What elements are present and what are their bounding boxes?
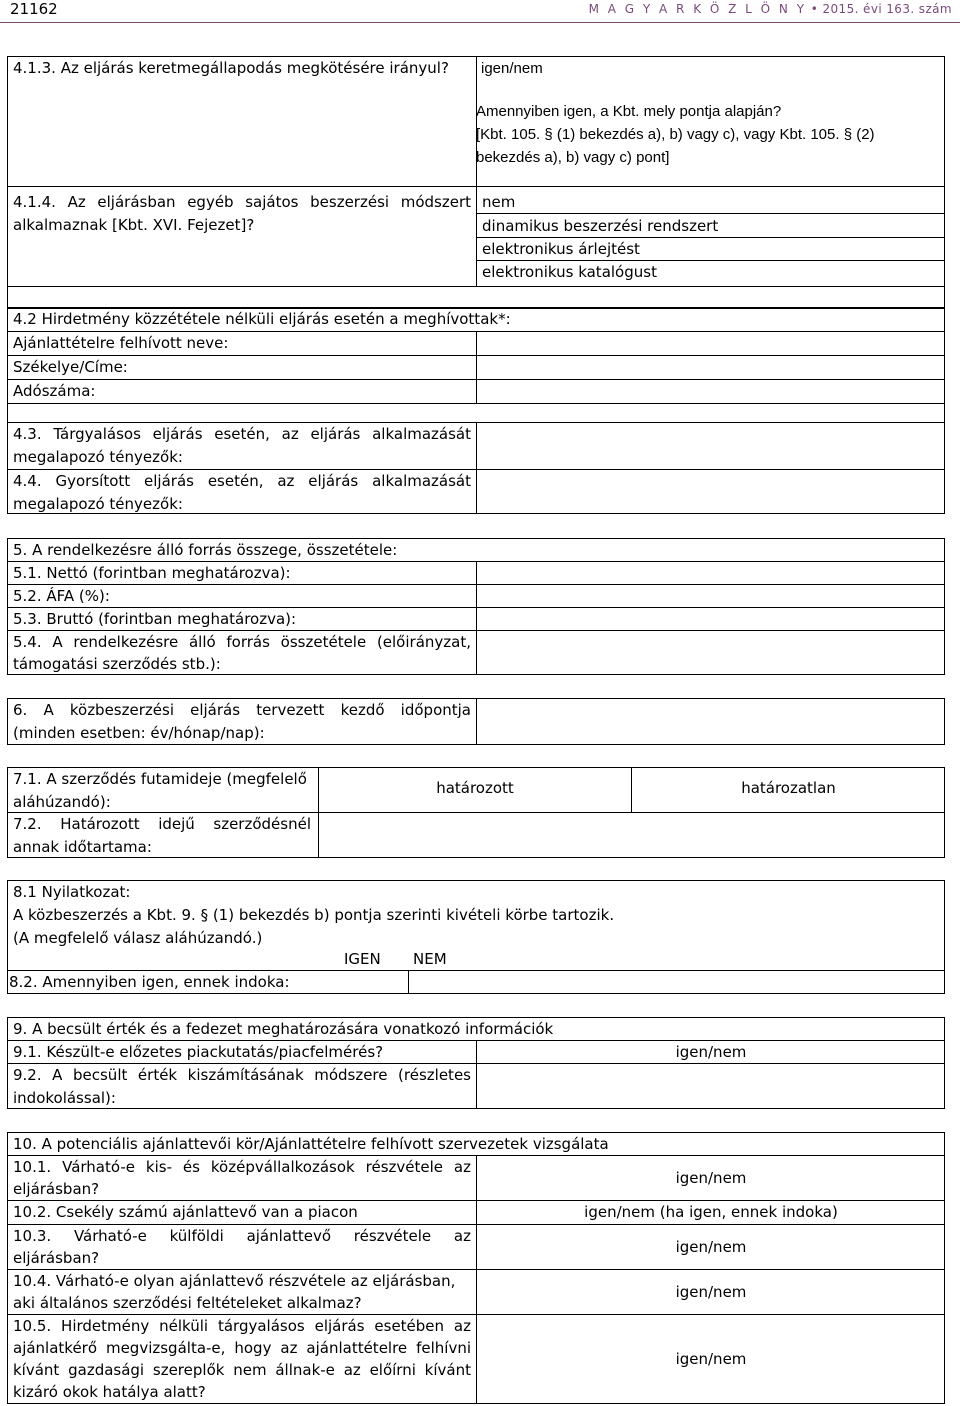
fixed-term-duration-label-2: annak időtartama: xyxy=(13,838,152,856)
exclusion-check-answer[interactable]: igen/nem xyxy=(675,1350,747,1368)
framework-agreement-question: 4.1.3. Az eljárás keretmegállapodás megkötésére irányul? xyxy=(13,59,449,77)
general-terms-question-2: aki általános szerződési feltételeket alkalmaz? xyxy=(13,1294,362,1312)
special-method-question-2: alkalmaznak [Kbt. XVI. Fejezet]? xyxy=(13,216,255,234)
funding-vat-label: 5.2. ÁFA (%): xyxy=(13,587,110,605)
contract-term-label: 7.1. A szerződés futamideje (megfelelő xyxy=(13,770,307,788)
special-method-option-dynamic[interactable]: dinamikus beszerzési rendszert xyxy=(482,217,719,235)
start-date-label-2: (minden esetben: év/hónap/nap): xyxy=(13,724,265,742)
special-method-option-catalogue[interactable]: elektronikus katalógust xyxy=(482,263,657,281)
estimate-title: 9. A becsült érték és a fedezet meghatározására vonatkozó információk xyxy=(13,1020,554,1038)
sme-participation-question: 10.1. Várható-e kis- és középvállalkozások részvétele az xyxy=(13,1158,471,1176)
estimate-method-label-2: indokolással): xyxy=(13,1089,116,1107)
contract-fixed-option[interactable]: határozott xyxy=(436,779,514,797)
page-number: 21162 xyxy=(10,0,58,18)
start-date-label: 6. A közbeszerzési eljárás tervezett kezdő időpontja xyxy=(13,701,471,719)
exclusion-check-question: 10.5. Hirdetmény nélküli tárgyalásos eljárás esetében az xyxy=(13,1317,471,1335)
declaration-yes-option[interactable]: IGEN xyxy=(344,950,381,968)
invitee-name-label: Ajánlattételre felhívott neve: xyxy=(13,334,229,352)
market-research-answer[interactable]: igen/nem xyxy=(675,1043,747,1061)
invitee-tax-label: Adószáma: xyxy=(13,382,96,400)
declaration-statement: A közbeszerzés a Kbt. 9. § (1) bekezdés b) pontja szerinti kivételi körbe tartozik. xyxy=(13,906,615,924)
negotiated-procedure-label: 4.3. Tárgyalásos eljárás esetén, az eljárás alkalmazását xyxy=(13,425,471,443)
few-bidders-question: 10.2. Csekély számú ajánlattevő van a piacon xyxy=(13,1203,358,1221)
estimate-method-label: 9.2. A becsült érték kiszámításának módszere (részletes xyxy=(13,1066,471,1084)
general-terms-answer[interactable]: igen/nem xyxy=(675,1283,747,1301)
special-method-question: 4.1.4. Az eljárásban egyéb sajátos beszerzési módszert xyxy=(13,193,471,211)
funding-composition-label-2: támogatási szerződés stb.): xyxy=(13,655,221,673)
framework-legal-basis-ref-2: bekezdés a), b) vagy c) pont] xyxy=(476,149,670,166)
funding-net-label: 5.1. Nettó (forintban meghatározva): xyxy=(13,564,291,582)
sme-participation-answer[interactable]: igen/nem xyxy=(675,1169,747,1187)
accelerated-procedure-label-2: megalapozó tényezők: xyxy=(13,495,183,513)
exclusion-check-question-4: kizáró okok hatálya alatt? xyxy=(13,1383,206,1401)
declaration-reason-label: 8.2. Amennyiben igen, ennek indoka: xyxy=(9,973,290,991)
market-research-question: 9.1. Készült-e előzetes piackutatás/piacfelmérés? xyxy=(13,1043,384,1061)
accelerated-procedure-label: 4.4. Gyorsított eljárás esetén, az eljárás alkalmazását xyxy=(13,472,471,490)
journal-name: M A G Y A R K Ö Z L Ö N Y xyxy=(588,2,807,16)
declaration-no-option[interactable]: NEM xyxy=(413,950,447,968)
declaration-instruction: (A megfelelő válasz aláhúzandó.) xyxy=(13,929,263,947)
bidders-title: 10. A potenciális ajánlattevői kör/Ajánlattételre felhívott szervezetek vizsgálata xyxy=(13,1135,609,1153)
exclusion-check-question-2: ajánlatkérő megvizsgálta-e, hogy az ajánlattételre felhívni xyxy=(13,1339,471,1357)
framework-legal-basis-ref: [Kbt. 105. § (1) bekezdés a), b) vagy c), vagy Kbt. 105. § (2) xyxy=(476,126,875,143)
foreign-bidder-answer[interactable]: igen/nem xyxy=(675,1238,747,1256)
general-terms-question: 10.4. Várható-e olyan ajánlattevő részvétele az eljárásban, xyxy=(13,1272,456,1290)
funding-composition-label: 5.4. A rendelkezésre álló forrás összetétele (előirányzat, xyxy=(13,633,471,651)
special-method-option-auction[interactable]: elektronikus árlejtést xyxy=(482,240,640,258)
negotiated-procedure-label-2: megalapozó tényezők: xyxy=(13,448,183,466)
invitees-title: 4.2 Hirdetmény közzététele nélküli eljárás esetén a meghívottak*: xyxy=(13,310,511,328)
funding-title: 5. A rendelkezésre álló forrás összege, összetétele: xyxy=(13,541,398,559)
fixed-term-duration-label: 7.2. Határozott idejű szerződésnél xyxy=(13,815,311,833)
few-bidders-answer[interactable]: igen/nem (ha igen, ennek indoka) xyxy=(584,1203,838,1221)
special-method-option-none[interactable]: nem xyxy=(482,193,516,211)
exclusion-check-question-3: kívánt gazdasági szereplők nem állnak-e az előírni kívánt xyxy=(13,1361,471,1379)
contract-term-label-2: aláhúzandó): xyxy=(13,793,111,811)
framework-agreement-answer[interactable]: igen/nem xyxy=(481,60,543,77)
foreign-bidder-question: 10.3. Várható-e külföldi ajánlattevő részvétele az xyxy=(13,1227,471,1245)
header-rule xyxy=(0,22,960,23)
invitee-address-label: Székelye/Címe: xyxy=(13,358,128,376)
declaration-title: 8.1 Nyilatkozat: xyxy=(13,883,131,901)
foreign-bidder-question-2: eljárásban? xyxy=(13,1249,100,1267)
sme-participation-question-2: eljárásban? xyxy=(13,1180,100,1198)
journal-header: M A G Y A R K Ö Z L Ö N Y • 2015. évi 163. szám xyxy=(588,2,952,16)
funding-gross-label: 5.3. Bruttó (forintban meghatározva): xyxy=(13,610,297,628)
journal-issue: 2015. évi 163. szám xyxy=(822,2,952,16)
contract-indefinite-option[interactable]: határozatlan xyxy=(741,779,836,797)
framework-legal-basis-label: Amennyiben igen, a Kbt. mely pontja alapján? xyxy=(476,103,782,120)
